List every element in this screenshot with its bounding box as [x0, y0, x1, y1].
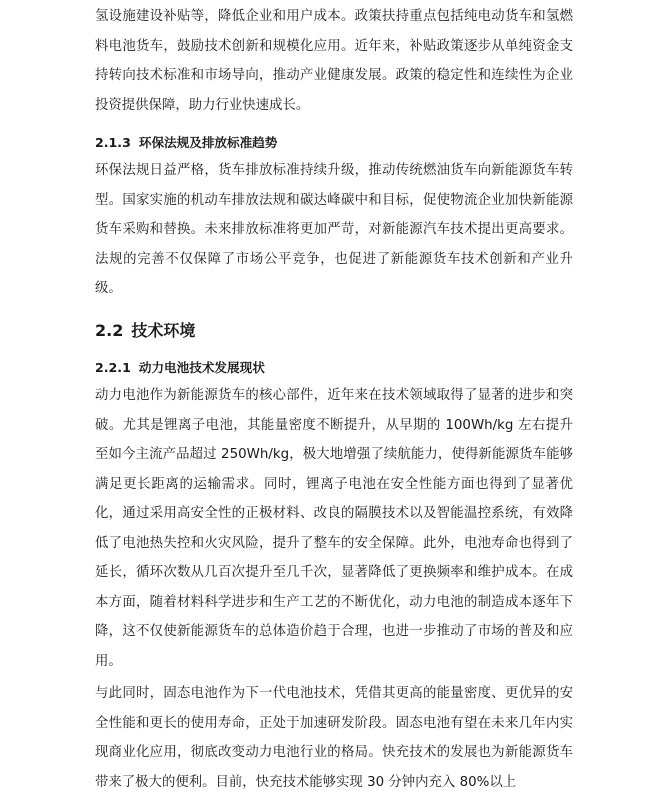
paragraph-environment-regulations: 环保法规日益严格，货车排放标准持续升级，推动传统燃油货车向新能源货车转型。国家实施的机动车排放法规和碳达峰碳中和目标，促使物流企业加快新能源货车采购和替换。未来排放标准将更加严苛，对新能源汽车技术提出更高要求。法规的完善不仅保障了市场公平竞争，也促进了新能源货车技术创新和产业升级。 [95, 163, 573, 296]
heading-title: 动力电池技术发展现状 [138, 360, 265, 375]
heading-title: 环保法规及排放标准趋势 [138, 135, 278, 150]
heading-2-1-3 [95, 133, 573, 153]
paragraph-battery-status: 动力电池作为新能源货车的核心部件，近年来在技术领域取得了显著的进步和突破。尤其是锂离子电池，其能量密度不断提升，从早期的 100Wh/kg 左右提升至如今主流产品超过 250Wh/kg，极大地增强了续航能力，使得新能源货车能够满足更长距离的运输需求。同时，锂离子电池在安全性能方面也得到了显著优化，通过采用高安全性的正极材料、改良的隔膜技术以及智能温控系统，有效降低了电池热失控和火灾风险，提升了整车的安全保障。此外，电池寿命也得到了延长，循环次数从几百次提升至几千次，显著降低了更换频率和维护成本。在成本方面，随着材料科学进步和生产工艺的不断优化，动力电池的制造成本逐年下降，这不仅使新能源货车的总体造价趋于合理，也进一步推动了市场的普及和应用。 [95, 388, 573, 669]
heading-number: 2.2.1 [95, 360, 131, 375]
paragraph-solid-state-battery: 与此同时，固态电池作为下一代电池技术，凭借其更高的能量密度、更优异的安全性能和更长的使用寿命，正处于加速研发阶段。固态电池有望在未来几年内实现商业化应用，彻底改变动力电池行业的格局。快充技术的发展也为新能源货车带来了极大的便利。目前，快充技术能够实现 30 分钟内充入 80%以上 [95, 686, 573, 790]
heading-2-2-1 [95, 358, 573, 378]
paragraph-policy-subsidy: 氢设施建设补贴等，降低企业和用户成本。政策扶持重点包括纯电动货车和氢燃料电池货车，鼓励技术创新和规模化应用。近年来，补贴政策逐步从单纯资金支持转向技术标准和市场导向，推动产业健康发展。政策的稳定性和连续性为企业投资提供保障，助力行业快速成长。 [95, 9, 573, 113]
heading-number: 2.1.3 [95, 135, 131, 150]
heading-title: 技术环境 [131, 321, 196, 340]
heading-2-2 [95, 319, 573, 343]
heading-number: 2.2 [95, 321, 124, 340]
